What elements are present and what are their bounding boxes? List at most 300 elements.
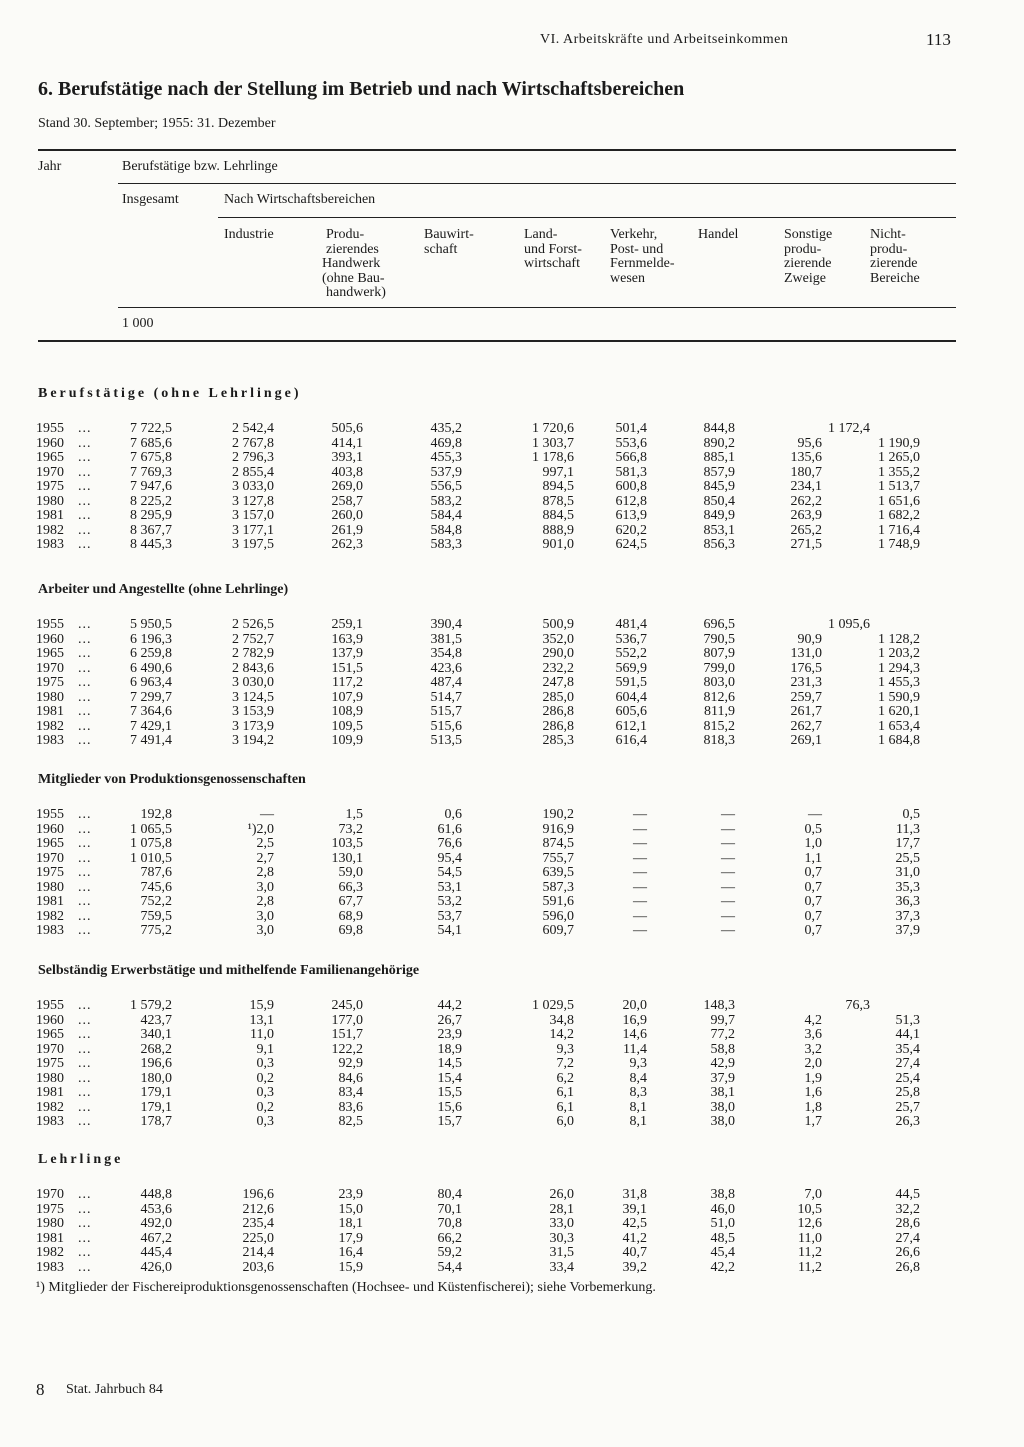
- table-cell: 513,5: [430, 733, 462, 748]
- col-header-bau-line: schaft: [424, 241, 458, 257]
- table-cell: 117,2: [332, 675, 363, 690]
- table-cell: —: [721, 865, 735, 880]
- col-header-land-line: und Forst-: [524, 241, 582, 257]
- row-year: 1960: [36, 631, 64, 647]
- footnote: ¹) Mitglieder der Fischereiproduktionsgenossenschaften (Hochsee- und Küstenfischerei); siehe Vorbemerkung.: [36, 1280, 656, 1295]
- table-cell: 0,2: [256, 1099, 274, 1115]
- table-cell: 26,8: [895, 1259, 920, 1275]
- table-cell: 25,4: [895, 1070, 920, 1086]
- table-cell: 80,4: [437, 1187, 462, 1202]
- table-cell: 1 748,9: [878, 537, 920, 552]
- table-cell: 0,3: [256, 1114, 274, 1129]
- row-year: 1965: [36, 1027, 64, 1042]
- table-cell: 9,3: [629, 1056, 647, 1071]
- table-cell: 212,6: [242, 1201, 274, 1217]
- table-cell: 1 128,2: [878, 631, 920, 647]
- col-header-nicht-line: Nicht-: [870, 227, 906, 242]
- table-cell: 844,8: [703, 421, 735, 436]
- table-cell: 1 029,5: [532, 998, 574, 1013]
- row-year: 1981: [36, 1085, 64, 1100]
- table-cell: 340,1: [140, 1027, 172, 1042]
- table-row: [0, 633, 1024, 648]
- table-cell: 214,4: [242, 1245, 274, 1260]
- table-cell: 18,1: [338, 1216, 363, 1231]
- table-cell: 53,7: [437, 908, 462, 924]
- row-leader-dots: ...: [78, 1187, 92, 1202]
- col-header-handwerk: [322, 228, 386, 301]
- table-row: [0, 866, 1024, 881]
- row-year: 1955: [36, 807, 64, 822]
- table-cell: 70,1: [437, 1201, 462, 1217]
- table-cell: —: [721, 908, 735, 924]
- row-leader-dots: ...: [78, 850, 92, 866]
- table-cell: ¹)2,0: [247, 821, 274, 837]
- table-cell: 890,2: [703, 435, 735, 451]
- table-cell: 40,7: [622, 1245, 647, 1260]
- row-year: 1980: [36, 493, 64, 509]
- table-cell: 566,8: [615, 450, 647, 465]
- row-leader-dots: ...: [78, 879, 92, 895]
- table-cell: 393,1: [331, 450, 363, 465]
- table-cell: 25,5: [895, 850, 920, 866]
- table-cell: 259,7: [790, 689, 822, 705]
- table-cell: 3 030,0: [232, 675, 274, 690]
- table-cell: 262,7: [790, 718, 822, 734]
- row-year: 1980: [36, 1070, 64, 1086]
- table-cell: 1 682,2: [878, 508, 920, 523]
- table-cell: 44,5: [895, 1187, 920, 1202]
- table-cell: 0,7: [804, 879, 822, 895]
- table-cell: 66,2: [437, 1230, 462, 1246]
- row-leader-dots: ...: [78, 1259, 92, 1275]
- table-cell: 0,3: [256, 1085, 274, 1100]
- table-row: [0, 437, 1024, 452]
- page-number: 113: [926, 30, 951, 49]
- row-year: 1970: [36, 850, 64, 866]
- table-cell: 77,2: [710, 1027, 735, 1042]
- table-cell: 435,2: [430, 421, 462, 436]
- header-rule-unit: [118, 307, 956, 308]
- table-cell: 33,0: [549, 1216, 574, 1231]
- table-cell: 7,2: [556, 1056, 574, 1071]
- row-year: 1960: [36, 821, 64, 837]
- header-rule-berufstaetige: [118, 183, 956, 184]
- table-cell: 247,8: [542, 675, 574, 690]
- table-row: [0, 1043, 1024, 1058]
- row-year: 1955: [36, 617, 64, 632]
- table-cell: 18,9: [437, 1041, 462, 1057]
- table-cell: 179,1: [140, 1099, 172, 1115]
- table-cell: 2 796,3: [232, 450, 274, 465]
- table-cell: 268,2: [140, 1041, 172, 1057]
- table-cell: 12,6: [797, 1216, 822, 1231]
- table-cell: 894,5: [542, 479, 574, 494]
- row-leader-dots: ...: [78, 1099, 92, 1115]
- table-cell: 448,8: [140, 1187, 172, 1202]
- table-cell: 225,0: [242, 1230, 274, 1246]
- table-cell: 381,5: [430, 631, 462, 647]
- table-cell: 260,0: [331, 508, 363, 523]
- table-cell: 6,2: [556, 1070, 574, 1086]
- table-cell: 42,9: [710, 1056, 735, 1071]
- row-leader-dots: ...: [78, 1216, 92, 1231]
- table-cell: 8,1: [629, 1114, 647, 1129]
- table-cell: 33,4: [549, 1259, 574, 1275]
- footer-book-label: Stat. Jahrbuch 84: [66, 1382, 163, 1397]
- col-header-jahr: Jahr: [38, 159, 62, 174]
- table-cell: 59,0: [338, 865, 363, 880]
- col-header-sonstige-line: produ-: [784, 241, 822, 257]
- table-cell: 122,2: [331, 1041, 363, 1057]
- table-cell: 20,0: [622, 998, 647, 1013]
- col-header-sonstige: [784, 228, 832, 286]
- table-cell: 37,9: [895, 923, 920, 938]
- table-cell: 2,0: [804, 1056, 822, 1071]
- table-cell: 27,4: [895, 1230, 920, 1246]
- row-leader-dots: ...: [78, 522, 92, 538]
- table-cell: 51,0: [710, 1216, 735, 1231]
- table-cell: 66,3: [338, 879, 363, 895]
- row-leader-dots: ...: [78, 421, 92, 436]
- table-row: [0, 1217, 1024, 1232]
- table-cell: 3 173,9: [232, 718, 274, 734]
- table-cell: 42,5: [622, 1216, 647, 1231]
- table-cell: 7 685,6: [130, 435, 172, 451]
- table-cell: 14,6: [622, 1027, 647, 1042]
- table-cell: 1,9: [804, 1070, 822, 1086]
- row-year: 1965: [36, 836, 64, 851]
- table-cell: 108,9: [331, 704, 363, 719]
- header-top-rule: [38, 149, 956, 151]
- table-cell: 259,1: [331, 617, 363, 632]
- table-cell: 84,6: [338, 1070, 363, 1086]
- row-year: 1982: [36, 522, 64, 538]
- table-cell: 581,3: [615, 464, 647, 480]
- table-cell: —: [721, 821, 735, 837]
- table-cell: 501,4: [615, 421, 647, 436]
- table-row: [0, 924, 1024, 939]
- table-cell: 178,7: [140, 1114, 172, 1129]
- col-header-verkehr-line: wesen: [610, 270, 645, 286]
- col-header-handwerk-line: (ohne Bau-: [322, 270, 385, 286]
- row-leader-dots: ...: [78, 435, 92, 451]
- table-cell: 7,0: [804, 1187, 822, 1202]
- table-cell: 39,1: [622, 1201, 647, 1217]
- row-leader-dots: ...: [78, 1012, 92, 1028]
- row-leader-dots: ...: [78, 1041, 92, 1057]
- table-cell: 4,2: [804, 1012, 822, 1028]
- row-leader-dots: ...: [78, 464, 92, 480]
- table-cell: 5 950,5: [130, 617, 172, 632]
- table-cell: 500,9: [542, 617, 574, 632]
- table-cell: 32,2: [895, 1201, 920, 1217]
- col-header-berufstaetige: Berufstätige bzw. Lehrlinge: [122, 159, 278, 174]
- table-cell: 76,6: [437, 836, 462, 851]
- table-cell: 849,9: [703, 508, 735, 523]
- row-leader-dots: ...: [78, 689, 92, 705]
- col-header-sonstige-line: zierende: [784, 256, 832, 271]
- table-cell: —: [721, 807, 735, 822]
- table-cell: 151,7: [331, 1027, 363, 1042]
- row-leader-dots: ...: [78, 1085, 92, 1100]
- table-cell: 262,3: [331, 537, 363, 552]
- running-head: VI. Arbeitskräfte und Arbeitseinkommen: [540, 32, 789, 47]
- table-row: [0, 895, 1024, 910]
- table-cell: 8,4: [629, 1070, 647, 1086]
- table-cell: 83,6: [338, 1099, 363, 1115]
- table-cell: 8 225,2: [130, 493, 172, 509]
- table-cell: 54,1: [437, 923, 462, 938]
- table-cell: 231,3: [790, 675, 822, 690]
- col-header-handwerk-line: Produ-: [326, 227, 365, 242]
- table-cell: 45,4: [710, 1245, 735, 1260]
- col-header-verkehr-line: Verkehr,: [610, 227, 658, 242]
- table-cell: 1,8: [804, 1099, 822, 1115]
- table-row: [0, 509, 1024, 524]
- table-cell: 790,5: [703, 631, 735, 647]
- table-cell: 604,4: [615, 689, 647, 705]
- table-cell: —: [721, 836, 735, 851]
- table-cell: 6 196,3: [130, 631, 172, 647]
- table-cell: 7 299,7: [130, 689, 172, 705]
- table-cell: 10,5: [797, 1201, 822, 1217]
- table-cell: 192,8: [140, 807, 172, 822]
- table-cell: 0,5: [804, 821, 822, 837]
- row-year: 1982: [36, 718, 64, 734]
- row-year: 1983: [36, 733, 64, 748]
- table-cell: 1,5: [345, 807, 363, 822]
- table-cell: —: [633, 850, 647, 866]
- table-cell: 1 303,7: [532, 435, 574, 451]
- table-cell: 271,5: [790, 537, 822, 552]
- table-cell: 624,5: [615, 537, 647, 552]
- table-cell: 30,3: [549, 1230, 574, 1246]
- row-leader-dots: ...: [78, 836, 92, 851]
- col-header-nach-bereichen: Nach Wirtschaftsbereichen: [224, 192, 376, 207]
- table-cell: —: [721, 850, 735, 866]
- table-cell: 3 157,0: [232, 508, 274, 523]
- row-leader-dots: ...: [78, 1230, 92, 1246]
- row-year: 1983: [36, 1259, 64, 1275]
- table-cell: 261,9: [331, 522, 363, 538]
- section-title: Arbeiter und Angestellte (ohne Lehrlinge): [38, 582, 289, 597]
- table-cell: 31,5: [549, 1245, 574, 1260]
- table-cell: 265,2: [790, 522, 822, 538]
- table-cell: 137,9: [331, 646, 363, 661]
- table-row: [0, 1101, 1024, 1116]
- table-cell: 14,5: [437, 1056, 462, 1071]
- table-row: [0, 1232, 1024, 1247]
- table-cell: 17,7: [895, 836, 920, 851]
- table-cell: 90,9: [797, 631, 822, 647]
- row-year: 1975: [36, 479, 64, 494]
- table-cell: —: [633, 923, 647, 938]
- table-cell: —: [721, 879, 735, 895]
- table-cell: 23,9: [437, 1027, 462, 1042]
- row-year: 1981: [36, 1230, 64, 1246]
- table-cell: 505,6: [331, 421, 363, 436]
- table-cell: 1,0: [804, 836, 822, 851]
- col-header-land: [524, 228, 582, 272]
- table-cell: 745,6: [140, 879, 172, 895]
- table-row: [0, 910, 1024, 925]
- table-row: [0, 1115, 1024, 1130]
- table-row: [0, 808, 1024, 823]
- col-header-land-line: wirtschaft: [524, 256, 580, 271]
- row-leader-dots: ...: [78, 508, 92, 523]
- table-cell: 997,1: [542, 464, 574, 480]
- table-cell: 41,2: [622, 1230, 647, 1246]
- table-cell: 7 722,5: [130, 421, 172, 436]
- table-cell: 1 579,2: [130, 998, 172, 1013]
- table-row: [0, 676, 1024, 691]
- table-cell: 552,2: [615, 646, 647, 661]
- table-cell: 7 491,4: [130, 733, 172, 748]
- row-leader-dots: ...: [78, 718, 92, 734]
- row-year: 1980: [36, 689, 64, 705]
- table-cell: 1 620,1: [878, 704, 920, 719]
- row-leader-dots: ...: [78, 1070, 92, 1086]
- table-cell: 9,1: [256, 1041, 274, 1057]
- row-leader-dots: ...: [78, 1201, 92, 1217]
- row-year: 1970: [36, 660, 64, 676]
- table-cell: 811,9: [704, 704, 735, 719]
- row-leader-dots: ...: [78, 537, 92, 552]
- col-header-handwerk-line: handwerk): [326, 285, 386, 300]
- table-cell: —: [633, 807, 647, 822]
- col-header-nicht-line: produ-: [870, 241, 908, 257]
- table-cell: 583,2: [430, 493, 462, 509]
- col-header-verkehr: [610, 228, 675, 286]
- table-cell: —: [721, 923, 735, 938]
- table-cell: 3,6: [804, 1027, 822, 1042]
- table-row: [0, 837, 1024, 852]
- table-cell: 888,9: [542, 522, 574, 538]
- row-leader-dots: ...: [78, 865, 92, 880]
- table-cell: 2 526,5: [232, 617, 274, 632]
- table-cell: 11,0: [798, 1230, 822, 1246]
- table-cell: 1 178,6: [532, 450, 574, 465]
- table-cell: 109,5: [331, 718, 363, 734]
- table-cell: 616,4: [615, 733, 647, 748]
- table-cell: 38,1: [710, 1085, 735, 1100]
- table-cell: 787,6: [140, 865, 172, 880]
- row-year: 1980: [36, 1216, 64, 1231]
- table-cell: 0,6: [444, 807, 462, 822]
- table-cell: 54,5: [437, 865, 462, 880]
- table-cell: 612,8: [615, 493, 647, 509]
- table-cell: 3,2: [804, 1041, 822, 1057]
- table-cell: 755,7: [542, 850, 574, 866]
- table-cell: 0,7: [804, 865, 822, 880]
- table-row: [0, 1203, 1024, 1218]
- table-cell: 1 653,4: [878, 718, 920, 734]
- table-cell: 3,0: [256, 923, 274, 938]
- table-cell-merged: 76,3: [845, 998, 870, 1013]
- table-cell: 58,8: [710, 1041, 735, 1057]
- table-cell: 874,5: [542, 836, 574, 851]
- table-cell-merged: 1 172,4: [828, 421, 870, 436]
- table-cell: 696,5: [703, 617, 735, 632]
- table-cell: 605,6: [615, 704, 647, 719]
- table-cell: 39,2: [622, 1259, 647, 1275]
- table-cell: 7 947,6: [130, 479, 172, 494]
- table-cell: 6 259,8: [130, 646, 172, 661]
- table-cell: 285,0: [542, 689, 574, 705]
- col-header-nicht-line: Bereiche: [870, 270, 920, 286]
- row-leader-dots: ...: [78, 908, 92, 924]
- table-row: [0, 1028, 1024, 1043]
- table-row: [0, 1072, 1024, 1087]
- table-cell: 556,5: [430, 479, 462, 494]
- table-cell: 26,7: [437, 1012, 462, 1028]
- table-cell: 352,0: [542, 631, 574, 647]
- table-cell: 1,6: [804, 1085, 822, 1100]
- table-cell: 3 194,2: [232, 733, 274, 748]
- table-cell: 48,5: [710, 1230, 735, 1246]
- table-cell: 42,2: [710, 1259, 735, 1275]
- table-cell: 38,0: [710, 1099, 735, 1115]
- table-row: [0, 691, 1024, 706]
- table-cell: 290,0: [542, 646, 574, 661]
- table-cell: 1 513,7: [878, 479, 920, 494]
- table-cell: 135,6: [790, 450, 822, 465]
- table-cell: 1 203,2: [878, 646, 920, 661]
- table-cell: 2 542,4: [232, 421, 274, 436]
- col-header-insgesamt: Insgesamt: [122, 192, 179, 207]
- table-cell: 54,4: [437, 1259, 462, 1275]
- table-cell: 3 033,0: [232, 479, 274, 494]
- table-cell: 36,3: [895, 894, 920, 909]
- table-cell: 26,0: [549, 1187, 574, 1202]
- row-leader-dots: ...: [78, 660, 92, 676]
- row-year: 1965: [36, 450, 64, 465]
- table-cell: 639,5: [542, 865, 574, 880]
- table-cell: 131,0: [790, 646, 822, 661]
- table-cell: 2,8: [256, 865, 274, 880]
- table-cell: 8 445,3: [130, 537, 172, 552]
- table-cell: 0,7: [804, 908, 822, 924]
- table-cell: 234,1: [790, 479, 822, 494]
- table-cell: 1 075,8: [130, 836, 172, 851]
- table-cell: 514,7: [430, 689, 462, 705]
- table-cell: —: [633, 836, 647, 851]
- table-cell: 884,5: [542, 508, 574, 523]
- table-cell: 901,0: [542, 537, 574, 552]
- table-cell: 67,7: [338, 894, 363, 909]
- row-year: 1975: [36, 1201, 64, 1217]
- table-cell: 107,9: [331, 689, 363, 705]
- table-cell: 11,2: [798, 1259, 822, 1275]
- table-cell: 286,8: [542, 718, 574, 734]
- table-cell: 15,9: [338, 1259, 363, 1275]
- table-cell: 3 124,5: [232, 689, 274, 705]
- row-year: 1981: [36, 508, 64, 523]
- table-cell: 148,3: [703, 998, 735, 1013]
- table-cell: 15,4: [437, 1070, 462, 1086]
- table-cell: 17,9: [338, 1230, 363, 1246]
- row-leader-dots: ...: [78, 1114, 92, 1129]
- table-cell: 426,0: [140, 1259, 172, 1275]
- table-cell: 584,4: [430, 508, 462, 523]
- table-cell: 53,1: [437, 879, 462, 895]
- col-header-bau-line: Bauwirt-: [424, 227, 474, 242]
- table-cell: 1 010,5: [130, 850, 172, 866]
- header-bottom-rule: [38, 340, 956, 342]
- table-row: [0, 495, 1024, 510]
- row-year: 1983: [36, 923, 64, 938]
- table-cell: 269,1: [790, 733, 822, 748]
